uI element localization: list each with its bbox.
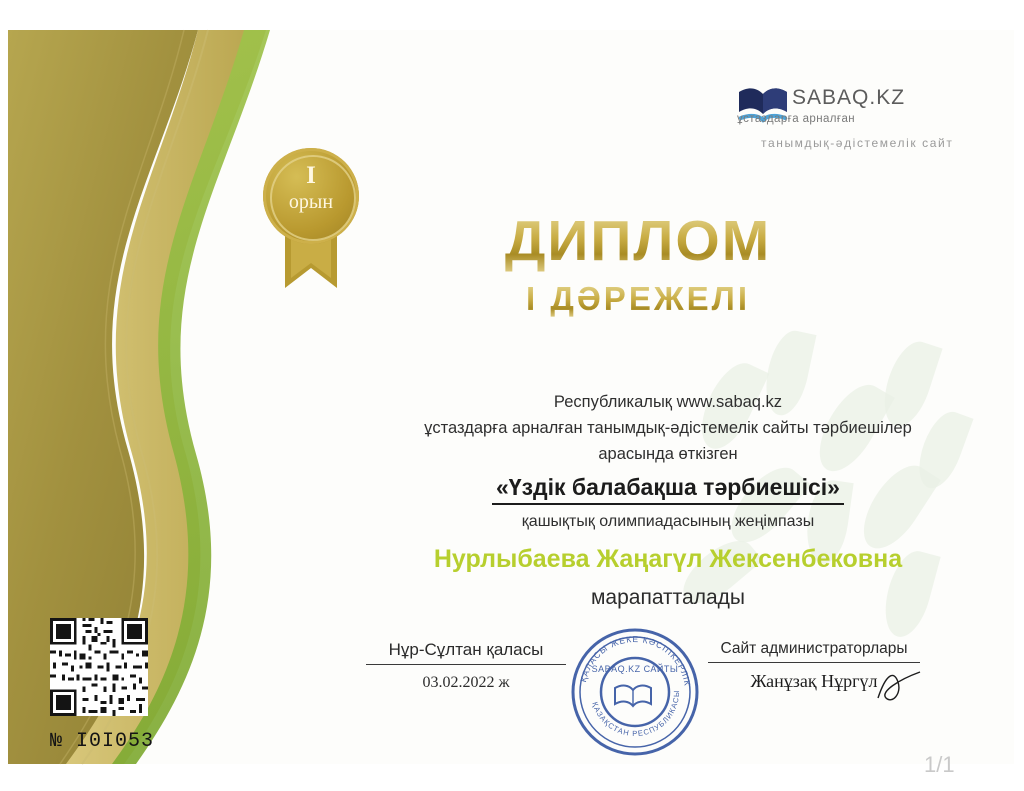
logo-subtitle-2: танымдық-әдістемелік сайт	[761, 136, 954, 150]
city-date-block	[366, 640, 566, 692]
award-rosette	[251, 148, 371, 298]
certificate-body	[338, 390, 998, 610]
certificate-sheet	[8, 30, 1014, 777]
certificate-number: № I0I053	[50, 730, 155, 753]
body-line-3: арасында өткізген	[598, 445, 738, 463]
logo-subtitle-1: ұстаздарға арналған	[737, 113, 856, 125]
logo-title: SABAQ.KZ	[792, 86, 906, 109]
body-line-4: қашықтық олимпиадасының жеңімпазы	[521, 513, 815, 530]
stamp-center-text: SABAQ.KZ САЙТЫ	[591, 664, 679, 674]
admin-name: Жанұзақ Нұргүл	[750, 671, 878, 691]
admin-role: Сайт администраторлары	[708, 640, 920, 663]
rosette-place-word: орын	[288, 190, 334, 213]
signature-stroke-icon	[876, 668, 922, 708]
admin-signature-block	[708, 640, 920, 692]
issue-date: 03.02.2022 ж	[422, 674, 510, 691]
city-name: Нұр-Сұлтан қаласы	[366, 640, 566, 665]
body-line-2: ұстаздарға арналған танымдық-әдістемелік сайты тәрбиешілер	[424, 419, 912, 437]
qr-code	[50, 618, 148, 716]
award-name: «Үздік балабақша тәрбиешісі»	[492, 474, 844, 505]
rosette-place-text	[263, 162, 359, 214]
svg-text:ҚАЛАСЫ ЖЕКЕ КӘСІПКЕРЛІК: ҚАЛАСЫ ЖЕКЕ КӘСІПКЕРЛІК	[578, 633, 693, 688]
diploma-degree: I ДӘРЕЖЕЛІ	[428, 280, 848, 318]
diploma-title: ДИПЛОМ	[428, 208, 848, 274]
official-stamp	[567, 624, 703, 760]
body-line-1: Республикалық www.sabaq.kz	[553, 393, 783, 411]
awarded-word: марапатталады	[590, 586, 746, 609]
svg-text:ҚАЗАҚСТАН РЕСПУБЛИКАСЫ: ҚАЗАҚСТАН РЕСПУБЛИКАСЫ	[590, 689, 682, 739]
sabaq-logo	[721, 82, 971, 167]
winner-name: Нурлыбаева Жаңагүл Жексенбековна	[433, 545, 903, 573]
page-indicator: 1/1	[924, 752, 955, 777]
rosette-place-number: I	[306, 162, 316, 189]
